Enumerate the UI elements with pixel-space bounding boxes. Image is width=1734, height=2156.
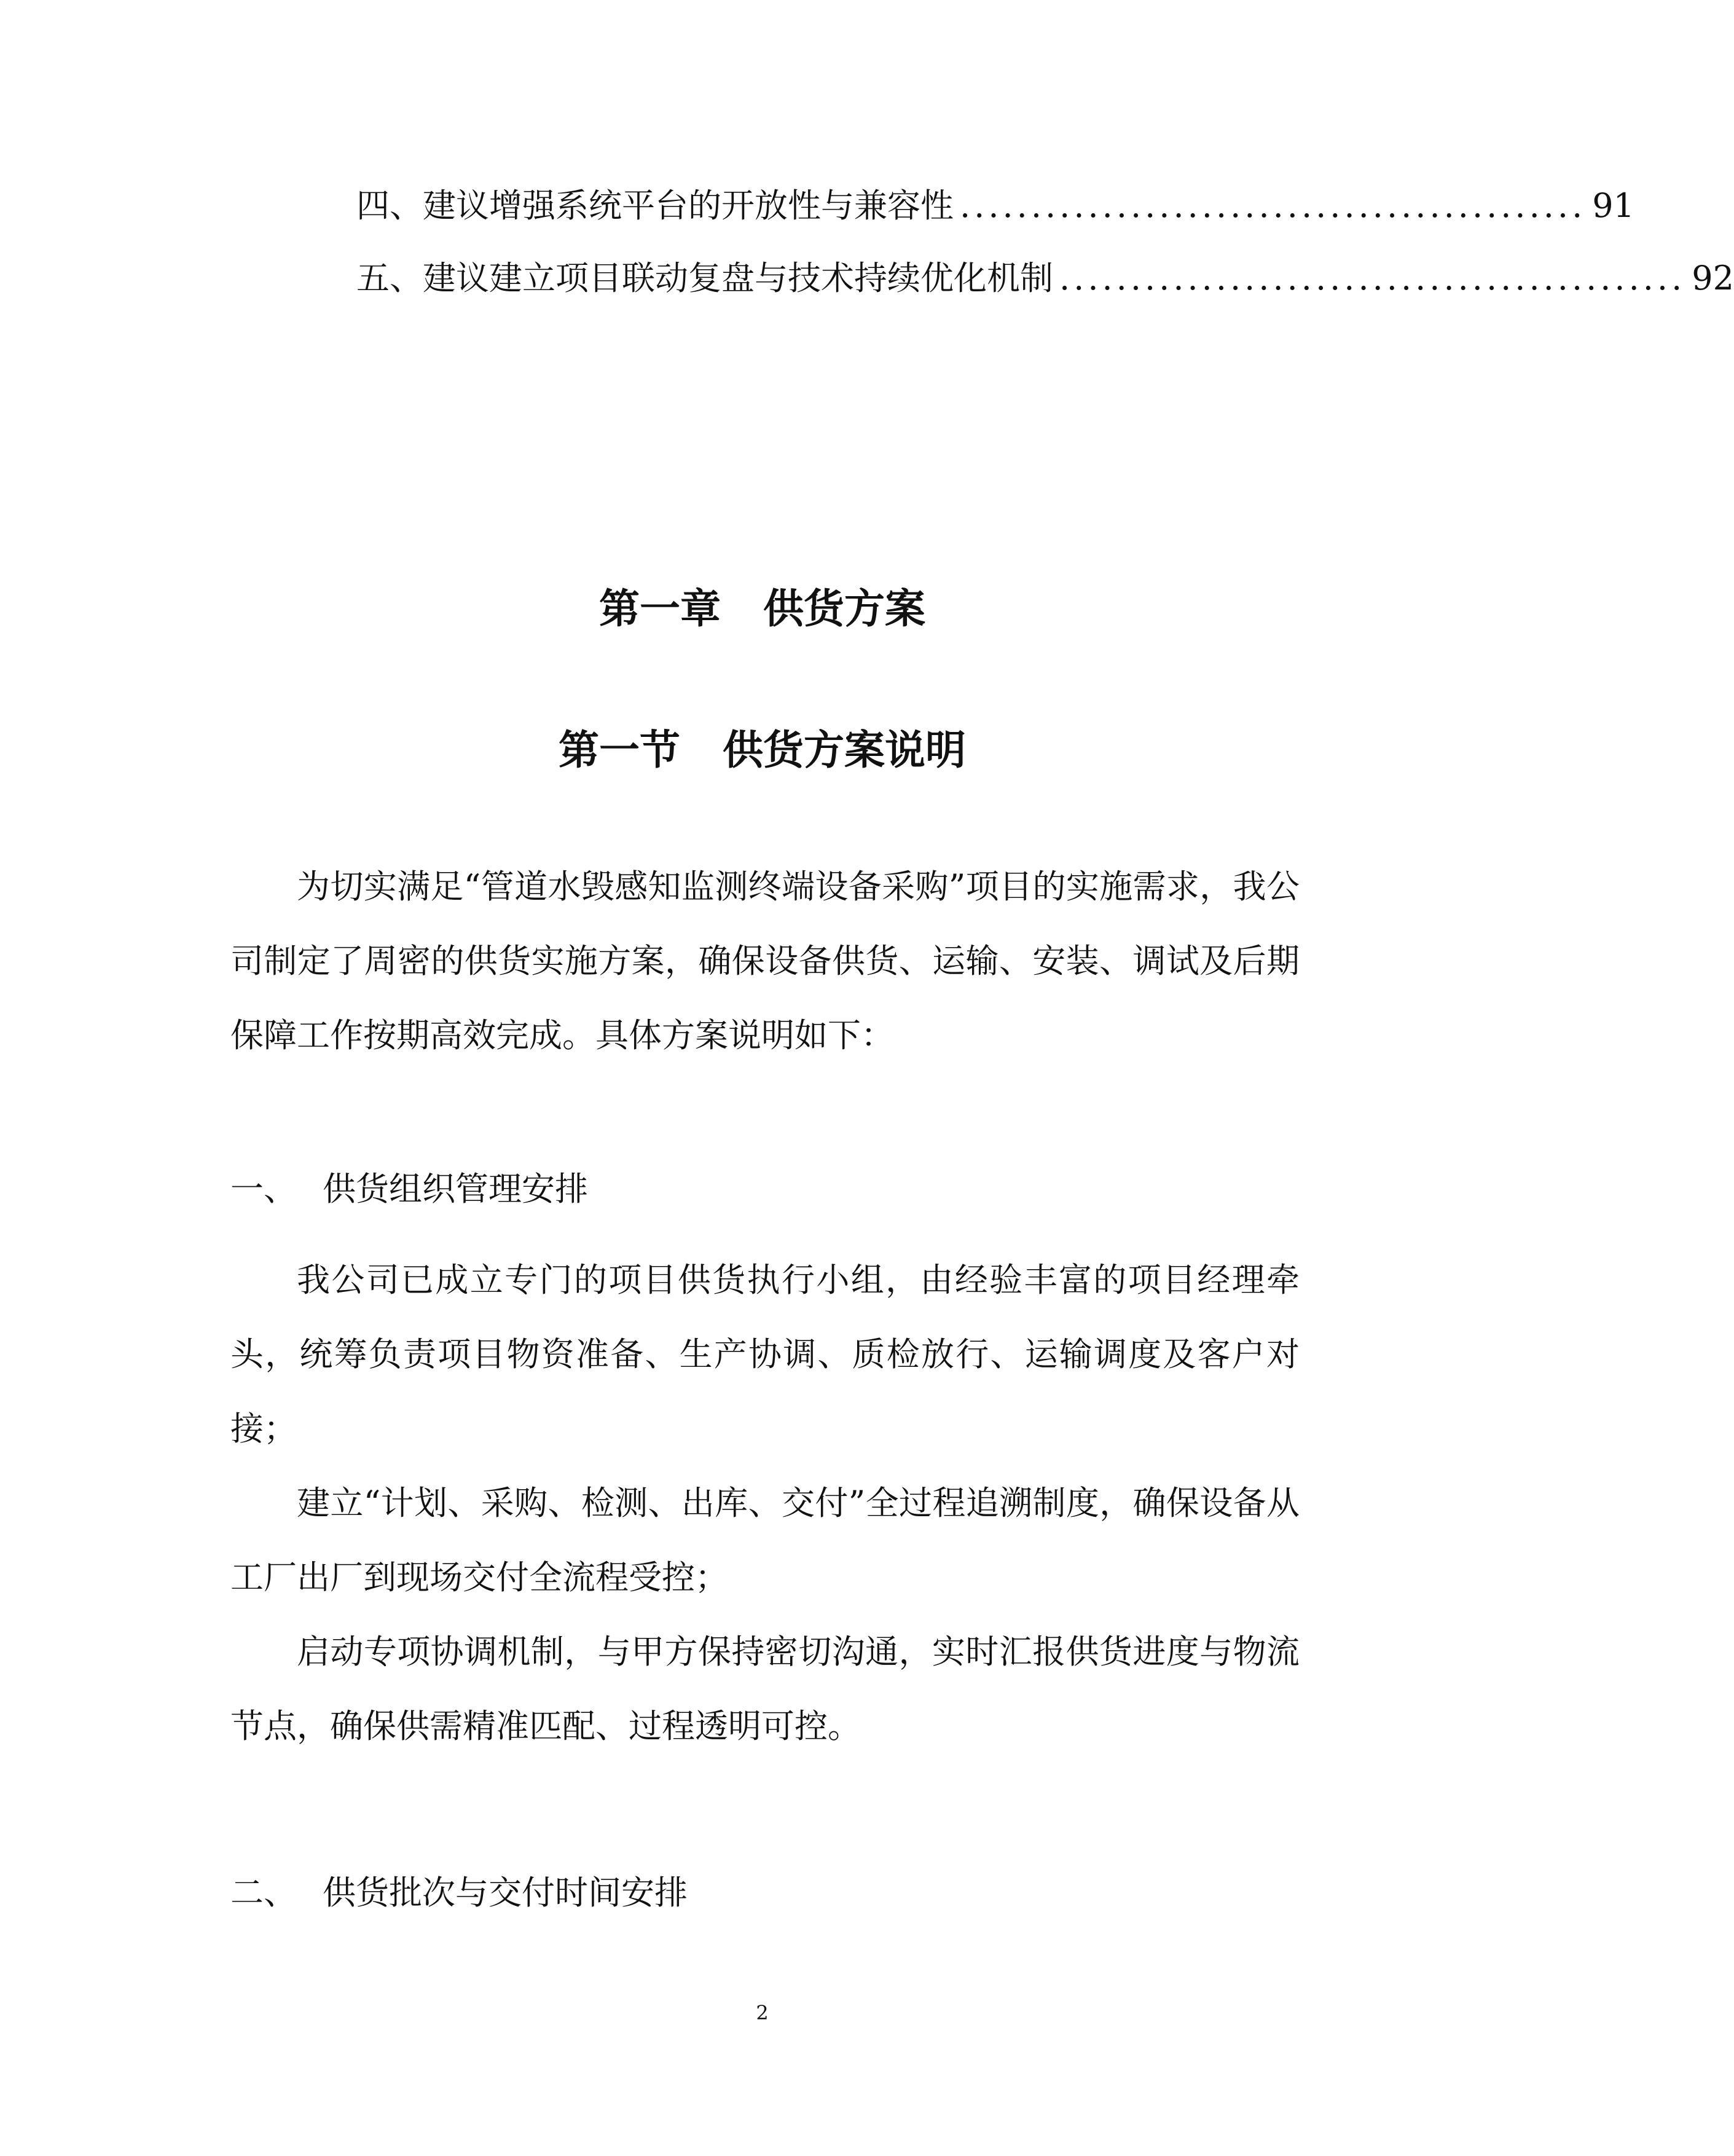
toc-entry-number: 五、 xyxy=(356,259,423,297)
section-title: 第一节 供货方案说明 xyxy=(559,726,966,774)
subsection-number: 二、 xyxy=(230,1873,297,1912)
subsection-title: 供货组织管理安排 xyxy=(323,1170,588,1208)
toc-entry-page: 92 xyxy=(1692,259,1734,297)
body-paragraph: 我公司已成立专门的项目供货执行小组，由经验丰富的项目经理牵头，统筹负责项目物资准备、生产协调、质检放行、运输调度及客户对接； xyxy=(230,1261,1300,1448)
page-number: 2 xyxy=(756,2001,769,2024)
toc-entry-number: 四、 xyxy=(356,186,423,225)
body-paragraph: 建立“计划、采购、检测、出库、交付”全过程追溯制度，确保设备从工厂出厂到现场交付全流程受控； xyxy=(230,1484,1300,1597)
toc-entry[interactable] xyxy=(356,257,1734,300)
body-paragraph: 启动专项协调机制，与甲方保持密切沟通，实时汇报供货进度与物流节点，确保供需精准匹配、过程透明可控。 xyxy=(230,1632,1300,1745)
subsection-heading xyxy=(230,1871,1300,1914)
toc-entry[interactable] xyxy=(356,184,1634,227)
chapter-title: 第一章 供货方案 xyxy=(599,584,925,632)
toc-dot-leader: ............................................ xyxy=(1059,259,1686,297)
subsection-number: 一、 xyxy=(230,1170,297,1208)
subsection-heading xyxy=(230,1168,1300,1211)
toc-entry-title: 建议建立项目联动复盘与技术持续优化机制 xyxy=(423,259,1053,297)
subsection-title: 供货批次与交付时间安排 xyxy=(323,1873,688,1912)
toc-dot-leader: ............................................ xyxy=(960,186,1587,225)
toc-entry-page: 91 xyxy=(1592,186,1634,225)
intro-paragraph: 为切实满足“管道水毁感知监测终端设备采购”项目的实施需求，我公司制定了周密的供货实施方案，确保设备供货、运输、安装、调试及后期保障工作按期高效完成。具体方案说明如下： xyxy=(230,867,1300,1055)
toc-entry-title: 建议增强系统平台的开放性与兼容性 xyxy=(423,186,954,225)
